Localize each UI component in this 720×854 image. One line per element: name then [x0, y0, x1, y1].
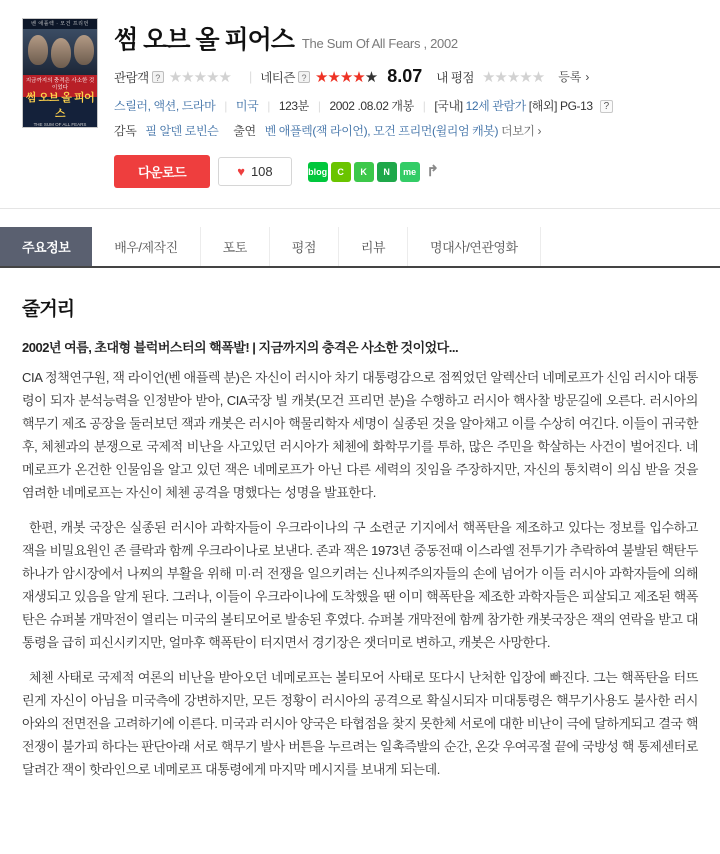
- synopsis-heading: 줄거리: [22, 299, 75, 320]
- poster-title: 썸 오브 올 피어스: [25, 92, 95, 120]
- me-share-icon[interactable]: me: [400, 162, 420, 182]
- netizen-rating-stars[interactable]: ★★★★: [314, 68, 365, 86]
- tab-quotes-related[interactable]: 명대사/연관영화: [408, 227, 541, 266]
- heart-icon: ♥: [237, 164, 245, 179]
- divider-top: [0, 208, 720, 209]
- tab-bar: [0, 227, 720, 268]
- cast-links[interactable]: 벤 애플렉(잭 라이언), 모건 프리먼(윌리엄 캐봇): [264, 124, 499, 138]
- register-arrow-icon[interactable]: ›: [585, 69, 590, 84]
- cafe-share-icon[interactable]: C: [331, 162, 351, 182]
- poster-top-text: 벤 애플렉 · 모건 프리먼: [23, 19, 97, 29]
- audience-help-icon[interactable]: ?: [152, 71, 164, 83]
- netizen-rating-label: 네티즌: [260, 70, 295, 85]
- my-rating-label: 내 평점: [436, 70, 474, 85]
- cast-label: 출연: [233, 124, 256, 138]
- kakao-share-icon[interactable]: K: [354, 162, 374, 182]
- movie-meta: 스릴러, 액션, 드라마 | 미국 | 123분 | 2002 .08.02 개봉 | [국내] 12세 관람가 [해외] PG-13 ?: [114, 97, 720, 114]
- page-title: 썸 오브 올 피어스: [114, 26, 294, 54]
- blog-share-icon[interactable]: blog: [308, 162, 328, 182]
- tab-cast-crew[interactable]: 배우/제작진: [92, 227, 200, 266]
- share-icon[interactable]: ↱: [423, 162, 443, 182]
- register-rating-link[interactable]: 등록: [558, 70, 582, 84]
- poster-band-text: 지금까지의 충격은 사소한 것이었다: [23, 75, 97, 97]
- more-credits-link[interactable]: 더보기: [501, 124, 535, 138]
- synopsis-tagline: 2002년 여름, 초대형 블럭버스터의 핵폭발! | 지금까지의 충격은 사소한 것이었다...: [22, 340, 459, 355]
- movie-info: [98, 18, 720, 139]
- synopsis-paragraph: 한편, 캐봇 국장은 실종된 러시아 과학자들이 우크라이나의 구 소련군 기지에서 핵폭탄을 제조하고 있다는 정보를 입수하고 잭을 비밀요원인 존 클락과 함께 우크라이나로 보낸다. 존과 잭은 1973년 중동전때 이스라엘 전투기가 추락하여 불발된 핵탄두 하나가 암시장에서 나찌의 부활을 위해 미·러 전쟁을 일으키려는 신나찌주의자들의 손에 넘어가 이들 러시아 과학자들에 의해 재생되고 있음을 알게 된다. 그러나, 이들이 우크라이나에 도착했을 땐 이미 핵폭탄을 제조한 과학자들은 피살되고 제조된 핵폭탄은 슈퍼볼 개막전이 열리는 미국의 볼티모어로 발송된 후였다. 슈퍼볼 개막전에 함께 참가한 캐봇국장은 잭의 연락을 받고 대통령을 급히 피신시키지만, 얼마후 핵폭탄이 터지면서 경기장은 잿더미로 변하고, 캐봇은 사망한다.: [22, 520, 698, 650]
- netizen-rating-stars-empty: ★: [364, 68, 378, 86]
- domestic-label: [국내]: [434, 99, 463, 113]
- movie-header: [0, 0, 720, 139]
- synopsis-section: [0, 294, 720, 781]
- more-arrow-icon[interactable]: ›: [537, 124, 542, 138]
- like-button[interactable]: [218, 157, 291, 186]
- synopsis-paragraph: 체첸 사태로 국제적 여론의 비난을 받아오던 네메로프는 볼티모어 사태로 또다시 난처한 입장에 빠진다. 그는 핵폭탄을 터뜨린게 자신이 아님을 미국측에 강변하지만, 모든 정황이 러시아의 공격으로 확실시되자 미대통령은 핵무기사용도 불사한 러시아와의 전면전을 고려하기에 이른다. 미국과 러시아 양국은 타협점을 찾지 못한체 서로에 대한 비난이 극에 달하게되고 결국 핵전쟁이 불가피 하다는 판단아래 서로 핵무기 발사 버튼을 누르려는 일촉즉발의 순간, 온갖 우여곡절 끝에 국방성 핵 통제센터로 달려간 잭이 핫라인으로 네메로프 대통령에게 마지막 메시지를 보내게 되는데.: [22, 670, 698, 777]
- synopsis-paragraph: CIA 정책연구원, 잭 라이언(벤 애플렉 분)은 자신이 러시아 차기 대통령감으로 점찍었던 알렉산더 네메로프가 신임 러시아 대통령이 되자 분석능력을 인정받아 받아, CIA국장 빌 캐봇(모건 프리먼 분)을 수행하고 러시아 핵사찰 방문길에 오른다. 러시아의 핵무기 제조 공장을 둘러보던 잭과 캐봇은 러시아 핵물리학자 세명이 실종된 것을 알아채고 이를 수상히 여긴다. 이들이 귀국한 후, 체첸과의 분쟁으로 국제적 비난을 사고있던 러시아가 체첸에 화학무기를 투하, 많은 주민을 학살하는 사건이 벌어진다. 네메로프가 온건한 인물임을 알고 있던 잭은 네메로프가 아닌 다른 세력의 짓임을 주장하지만, 자신의 통치력이 의심 받을 것을 염려한 네메로프는 자신이 체첸 공격을 명했다는 성명을 발표한다.: [22, 370, 698, 500]
- movie-poster[interactable]: [22, 18, 98, 128]
- like-count: 108: [250, 164, 273, 179]
- domestic-grade[interactable]: 12세 관람가: [465, 99, 526, 113]
- netizen-score: 8.07: [387, 66, 423, 86]
- tab-rating[interactable]: 평점: [270, 227, 339, 266]
- share-icon-group: [308, 162, 443, 182]
- poster-subtitle: THE SUM OF ALL FEARS: [33, 122, 87, 127]
- title-row: [114, 20, 720, 56]
- ratings-row: [114, 66, 720, 87]
- audience-rating-label: 관람객: [114, 70, 149, 85]
- country-link[interactable]: 미국: [235, 99, 259, 113]
- release-date: 2002 .08.02 개봉: [329, 99, 414, 113]
- poster-artwork: [23, 29, 97, 75]
- genre-links[interactable]: 스릴러, 액션, 드라마: [114, 99, 216, 113]
- original-title: The Sum Of All Fears , 2002: [301, 36, 458, 51]
- tab-main-info[interactable]: 주요정보: [0, 227, 92, 266]
- divider: |: [248, 69, 253, 84]
- action-bar: [114, 155, 720, 188]
- runtime: 123분: [278, 99, 309, 113]
- download-button[interactable]: 다운로드: [114, 155, 210, 188]
- tab-photo[interactable]: 포토: [201, 227, 270, 266]
- grade-help-icon[interactable]: ?: [600, 100, 613, 113]
- band-share-icon[interactable]: N: [377, 162, 397, 182]
- netizen-help-icon[interactable]: ?: [298, 71, 310, 83]
- credits: [114, 122, 720, 139]
- director-label: 감독: [114, 124, 137, 138]
- audience-rating-stars[interactable]: ★★★★★: [168, 68, 231, 86]
- director-link[interactable]: 필 알덴 로빈슨: [145, 124, 219, 138]
- tab-review[interactable]: 리뷰: [339, 227, 408, 266]
- overseas-grade: PG-13: [559, 99, 593, 113]
- my-rating-stars[interactable]: ★★★★★: [481, 68, 545, 86]
- overseas-label: [해외]: [528, 99, 558, 113]
